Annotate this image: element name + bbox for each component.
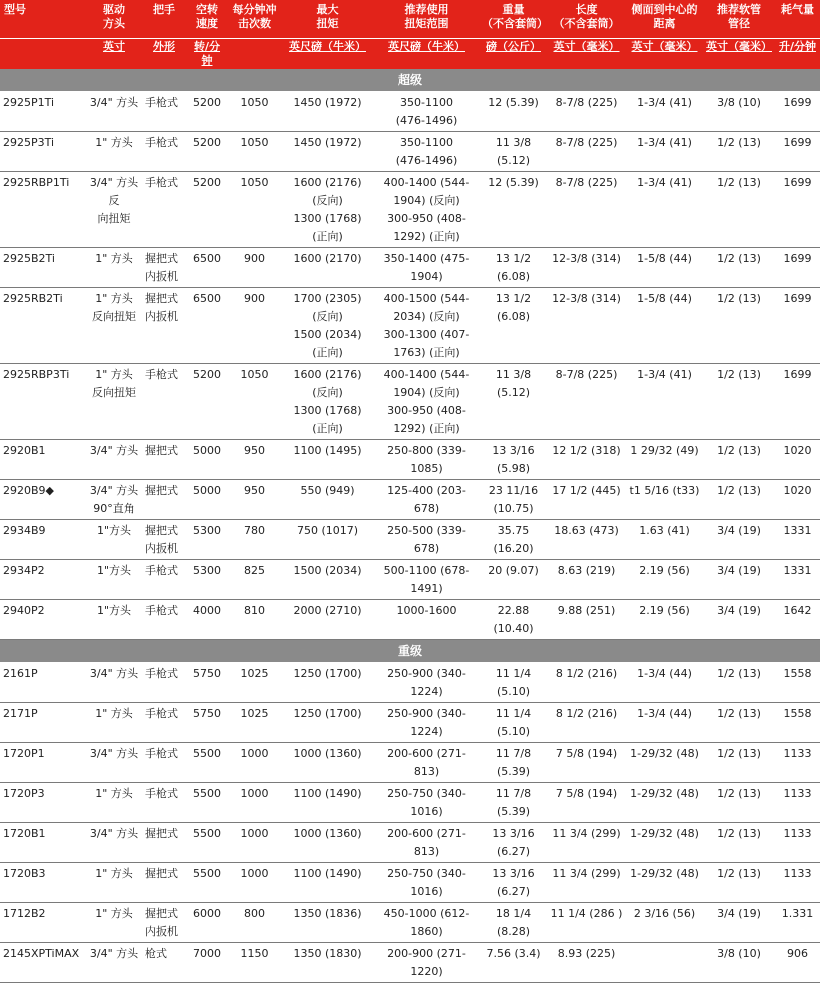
cell-side-to-center: 1-3/4 (41): [626, 92, 703, 132]
header-length: 长度 （不含套筒）: [547, 0, 626, 39]
cell-length: 12-3/8 (314): [547, 288, 626, 364]
cell-weight: 18 1/4 (8.28): [480, 903, 547, 943]
unit-free-speed: 转/分钟: [187, 39, 227, 70]
cell-length: 12 1/2 (318): [547, 440, 626, 480]
cell-length: 8 1/2 (216): [547, 663, 626, 703]
cell-weight: 13 1/2 (6.08): [480, 288, 547, 364]
cell-drive: 1"方头: [87, 520, 141, 560]
section-header: [0, 69, 820, 92]
cell-air-consumption: 1.331: [775, 903, 820, 943]
cell-model: 1720B3: [0, 863, 87, 903]
cell-impacts-per-minute: 1050: [227, 364, 282, 440]
header-impacts-per-minute: 每分钟冲 击次数: [227, 0, 282, 39]
cell-free-speed: 6500: [187, 248, 227, 288]
cell-model: 2925B2Ti: [0, 248, 87, 288]
cell-grip: 手枪式: [141, 703, 187, 743]
cell-grip: 手枪式: [141, 560, 187, 600]
cell-side-to-center: 1-3/4 (44): [626, 703, 703, 743]
cell-hose-size: 1/2 (13): [703, 248, 775, 288]
cell-torque-range: 125-400 (203-678): [373, 480, 480, 520]
table-row: [0, 863, 820, 903]
cell-torque-range: 250-750 (340-1016): [373, 783, 480, 823]
cell-length: 8-7/8 (225): [547, 364, 626, 440]
cell-torque-range: 250-500 (339-678): [373, 520, 480, 560]
cell-length: 11 3/4 (299): [547, 863, 626, 903]
cell-weight: 13 3/16 (6.27): [480, 863, 547, 903]
cell-free-speed: 5200: [187, 364, 227, 440]
cell-model: 1720P3: [0, 783, 87, 823]
cell-model: 2925RBP3Ti: [0, 364, 87, 440]
cell-model: 1720P1: [0, 743, 87, 783]
table-row: [0, 248, 820, 288]
cell-drive: 1" 方头: [87, 863, 141, 903]
cell-air-consumption: 1699: [775, 92, 820, 132]
header-side-to-center: 侧面到中心的 距离: [626, 0, 703, 39]
cell-length: 18.63 (473): [547, 520, 626, 560]
cell-grip: 手枪式: [141, 743, 187, 783]
unit-air-consumption: 升/分钟: [775, 39, 820, 70]
cell-drive: 3/4" 方头 90°直角: [87, 480, 141, 520]
cell-model: 2920B1: [0, 440, 87, 480]
cell-hose-size: 1/2 (13): [703, 172, 775, 248]
cell-impacts-per-minute: 1000: [227, 823, 282, 863]
cell-side-to-center: 2.19 (56): [626, 560, 703, 600]
unit-weight: 磅（公斤）: [480, 39, 547, 70]
cell-length: 7 5/8 (194): [547, 743, 626, 783]
cell-free-speed: 5200: [187, 172, 227, 248]
cell-impacts-per-minute: 1025: [227, 663, 282, 703]
cell-max-torque: 1450 (1972): [282, 132, 373, 172]
cell-hose-size: 1/2 (13): [703, 743, 775, 783]
cell-weight: 11 7/8 (5.39): [480, 783, 547, 823]
cell-grip: 握把式: [141, 440, 187, 480]
cell-side-to-center: 1-5/8 (44): [626, 248, 703, 288]
cell-side-to-center: 1-3/4 (44): [626, 663, 703, 703]
cell-grip: 手枪式: [141, 783, 187, 823]
cell-impacts-per-minute: 1150: [227, 943, 282, 983]
table-row: [0, 600, 820, 640]
cell-air-consumption: 1642: [775, 600, 820, 640]
table-row: [0, 663, 820, 703]
cell-impacts-per-minute: 1050: [227, 132, 282, 172]
cell-free-speed: 5300: [187, 560, 227, 600]
cell-drive: 3/4" 方头: [87, 743, 141, 783]
cell-impacts-per-minute: 825: [227, 560, 282, 600]
cell-impacts-per-minute: 780: [227, 520, 282, 560]
cell-length: 8.63 (219): [547, 560, 626, 600]
cell-model: 2940P2: [0, 600, 87, 640]
cell-max-torque: 550 (949): [282, 480, 373, 520]
cell-impacts-per-minute: 1000: [227, 863, 282, 903]
cell-free-speed: 6500: [187, 288, 227, 364]
cell-length: 8-7/8 (225): [547, 132, 626, 172]
cell-hose-size: 1/2 (13): [703, 783, 775, 823]
cell-side-to-center: 1-5/8 (44): [626, 288, 703, 364]
cell-side-to-center: 1-29/32 (48): [626, 823, 703, 863]
table-row: [0, 480, 820, 520]
cell-drive: 1" 方头: [87, 903, 141, 943]
table-row: [0, 364, 820, 440]
cell-hose-size: 3/4 (19): [703, 600, 775, 640]
cell-air-consumption: 1699: [775, 132, 820, 172]
cell-air-consumption: 1699: [775, 288, 820, 364]
cell-weight: 11 7/8 (5.39): [480, 743, 547, 783]
cell-free-speed: 5750: [187, 663, 227, 703]
unit-length: 英寸（毫米）: [547, 39, 626, 70]
cell-model: 2925RB2Ti: [0, 288, 87, 364]
cell-hose-size: 1/2 (13): [703, 364, 775, 440]
cell-hose-size: 3/4 (19): [703, 520, 775, 560]
cell-hose-size: 3/8 (10): [703, 943, 775, 983]
cell-max-torque: 1250 (1700): [282, 663, 373, 703]
cell-drive: 3/4" 方头: [87, 663, 141, 703]
cell-torque-range: 350-1100 (476-1496): [373, 92, 480, 132]
cell-drive: 3/4" 方头: [87, 943, 141, 983]
cell-length: 7 5/8 (194): [547, 783, 626, 823]
cell-air-consumption: 1699: [775, 364, 820, 440]
header-drive: 驱动 方头: [87, 0, 141, 39]
table-row: [0, 172, 820, 248]
cell-weight: 11 3/8 (5.12): [480, 132, 547, 172]
header-grip: 把手: [141, 0, 187, 39]
unit-torque-range: 英尺磅（牛米）: [373, 39, 480, 70]
cell-max-torque: 1100 (1490): [282, 863, 373, 903]
cell-length: 8.93 (225): [547, 943, 626, 983]
cell-hose-size: 1/2 (13): [703, 863, 775, 903]
section-header: [0, 640, 820, 663]
cell-side-to-center: t1 5/16 (t33): [626, 480, 703, 520]
cell-max-torque: 1600 (2176) (反向) 1300 (1768) (正向): [282, 172, 373, 248]
table-row: [0, 943, 820, 983]
cell-impacts-per-minute: 810: [227, 600, 282, 640]
cell-length: 11 1/4 (286 ): [547, 903, 626, 943]
table-row: [0, 903, 820, 943]
cell-torque-range: 250-750 (340-1016): [373, 863, 480, 903]
cell-model: 2920B9◆: [0, 480, 87, 520]
units-row: [0, 39, 820, 70]
cell-free-speed: 5000: [187, 440, 227, 480]
cell-torque-range: 350-1400 (475- 1904): [373, 248, 480, 288]
cell-impacts-per-minute: 1025: [227, 703, 282, 743]
cell-grip: 握把式 内扳机: [141, 903, 187, 943]
cell-side-to-center: 2.19 (56): [626, 600, 703, 640]
cell-torque-range: 200-600 (271-813): [373, 743, 480, 783]
cell-impacts-per-minute: 1050: [227, 172, 282, 248]
cell-max-torque: 1700 (2305) (反向) 1500 (2034) (正向): [282, 288, 373, 364]
cell-hose-size: 3/4 (19): [703, 903, 775, 943]
cell-drive: 1" 方头: [87, 783, 141, 823]
header-row: [0, 0, 820, 39]
cell-torque-range: 250-800 (339-1085): [373, 440, 480, 480]
header-model: 型号: [0, 0, 87, 39]
cell-air-consumption: 1558: [775, 663, 820, 703]
cell-max-torque: 1350 (1830): [282, 943, 373, 983]
cell-free-speed: 5500: [187, 743, 227, 783]
cell-length: 11 3/4 (299): [547, 823, 626, 863]
cell-side-to-center: 1-3/4 (41): [626, 172, 703, 248]
table-row: [0, 703, 820, 743]
cell-grip: 枪式: [141, 943, 187, 983]
cell-impacts-per-minute: 950: [227, 480, 282, 520]
cell-torque-range: 200-600 (271-813): [373, 823, 480, 863]
cell-free-speed: 5200: [187, 132, 227, 172]
cell-side-to-center: 1-29/32 (48): [626, 783, 703, 823]
cell-air-consumption: 906: [775, 943, 820, 983]
cell-weight: 11 1/4 (5.10): [480, 663, 547, 703]
cell-drive: 1" 方头: [87, 703, 141, 743]
cell-drive: 3/4" 方头: [87, 92, 141, 132]
cell-drive: 3/4" 方头: [87, 440, 141, 480]
cell-drive: 1" 方头 反向扭矩: [87, 288, 141, 364]
cell-max-torque: 1450 (1972): [282, 92, 373, 132]
table-row: [0, 783, 820, 823]
cell-torque-range: 200-900 (271-1220): [373, 943, 480, 983]
cell-drive: 1"方头: [87, 560, 141, 600]
unit-side-to-center: 英寸（毫米）: [626, 39, 703, 70]
cell-hose-size: 3/8 (10): [703, 92, 775, 132]
cell-side-to-center: 1.63 (41): [626, 520, 703, 560]
cell-free-speed: 5500: [187, 783, 227, 823]
cell-max-torque: 1600 (2170): [282, 248, 373, 288]
unit-max-torque: 英尺磅（牛米）: [282, 39, 373, 70]
cell-grip: 手枪式: [141, 132, 187, 172]
cell-air-consumption: 1133: [775, 783, 820, 823]
cell-weight: 13 3/16 (5.98): [480, 440, 547, 480]
cell-grip: 握把式 内扳机: [141, 248, 187, 288]
cell-weight: 23 11/16 (10.75): [480, 480, 547, 520]
table-row: [0, 823, 820, 863]
unit-impacts-per-minute: [227, 39, 282, 70]
cell-air-consumption: 1331: [775, 520, 820, 560]
cell-model: 2925P3Ti: [0, 132, 87, 172]
cell-impacts-per-minute: 1000: [227, 743, 282, 783]
cell-model: 2161P: [0, 663, 87, 703]
cell-max-torque: 1500 (2034): [282, 560, 373, 600]
cell-free-speed: 5500: [187, 863, 227, 903]
header-free-speed: 空转 速度: [187, 0, 227, 39]
cell-impacts-per-minute: 1000: [227, 783, 282, 823]
cell-torque-range: 350-1100 (476-1496): [373, 132, 480, 172]
cell-impacts-per-minute: 900: [227, 288, 282, 364]
unit-hose-size: 英寸（毫米）: [703, 39, 775, 70]
unit-model: [0, 39, 87, 70]
cell-grip: 手枪式: [141, 663, 187, 703]
cell-length: 8 1/2 (216): [547, 703, 626, 743]
cell-torque-range: 450-1000 (612-1860): [373, 903, 480, 943]
unit-grip: 外形: [141, 39, 187, 70]
header-weight: 重量 （不含套筒）: [480, 0, 547, 39]
cell-max-torque: 2000 (2710): [282, 600, 373, 640]
cell-air-consumption: 1133: [775, 863, 820, 903]
section-title: 超级: [0, 69, 820, 92]
cell-drive: 1" 方头 反向扭矩: [87, 364, 141, 440]
section-title: 重级: [0, 640, 820, 663]
cell-weight: 12 (5.39): [480, 92, 547, 132]
cell-length: 12-3/8 (314): [547, 248, 626, 288]
cell-weight: 20 (9.07): [480, 560, 547, 600]
cell-max-torque: 1250 (1700): [282, 703, 373, 743]
cell-drive: 1" 方头: [87, 248, 141, 288]
cell-hose-size: 1/2 (13): [703, 663, 775, 703]
cell-max-torque: 1100 (1495): [282, 440, 373, 480]
cell-torque-range: 1000-1600: [373, 600, 480, 640]
cell-air-consumption: 1699: [775, 172, 820, 248]
table-row: [0, 560, 820, 600]
cell-hose-size: 3/4 (19): [703, 560, 775, 600]
cell-model: 2934B9: [0, 520, 87, 560]
cell-model: 2145XPTiMAX: [0, 943, 87, 983]
cell-model: 1712B2: [0, 903, 87, 943]
cell-hose-size: 1/2 (13): [703, 288, 775, 364]
header-torque-range: 推荐使用 扭矩范围: [373, 0, 480, 39]
cell-free-speed: 5300: [187, 520, 227, 560]
header-air-consumption: 耗气量: [775, 0, 820, 39]
cell-air-consumption: 1699: [775, 248, 820, 288]
table-row: [0, 440, 820, 480]
cell-hose-size: 1/2 (13): [703, 823, 775, 863]
cell-impacts-per-minute: 950: [227, 440, 282, 480]
cell-weight: 13 3/16 (6.27): [480, 823, 547, 863]
cell-max-torque: 1350 (1836): [282, 903, 373, 943]
table-row: [0, 132, 820, 172]
cell-drive: 1" 方头: [87, 132, 141, 172]
cell-impacts-per-minute: 900: [227, 248, 282, 288]
table-body: [0, 69, 820, 983]
cell-torque-range: 400-1400 (544- 1904) (反向) 300-950 (408- 1292) (正向): [373, 172, 480, 248]
cell-model: 2171P: [0, 703, 87, 743]
cell-drive: 3/4" 方头反 向扭矩: [87, 172, 141, 248]
cell-grip: 手枪式: [141, 600, 187, 640]
cell-weight: 7.56 (3.4): [480, 943, 547, 983]
cell-length: 9.88 (251): [547, 600, 626, 640]
cell-side-to-center: 1-3/4 (41): [626, 364, 703, 440]
cell-grip: 握把式 内扳机: [141, 288, 187, 364]
cell-free-speed: 6000: [187, 903, 227, 943]
cell-hose-size: 1/2 (13): [703, 480, 775, 520]
cell-air-consumption: 1331: [775, 560, 820, 600]
cell-hose-size: 1/2 (13): [703, 440, 775, 480]
cell-side-to-center: 1-29/32 (48): [626, 743, 703, 783]
cell-grip: 握把式: [141, 823, 187, 863]
cell-free-speed: 5000: [187, 480, 227, 520]
cell-side-to-center: 1 29/32 (49): [626, 440, 703, 480]
cell-free-speed: 5500: [187, 823, 227, 863]
cell-air-consumption: 1133: [775, 743, 820, 783]
cell-length: 8-7/8 (225): [547, 172, 626, 248]
cell-weight: 22.88 (10.40): [480, 600, 547, 640]
header-hose-size: 推荐软管 管径: [703, 0, 775, 39]
table-row: [0, 288, 820, 364]
cell-length: 8-7/8 (225): [547, 92, 626, 132]
cell-grip: 握把式: [141, 480, 187, 520]
cell-model: 2934P2: [0, 560, 87, 600]
cell-max-torque: 1000 (1360): [282, 743, 373, 783]
cell-length: 17 1/2 (445): [547, 480, 626, 520]
cell-max-torque: 750 (1017): [282, 520, 373, 560]
cell-max-torque: 1000 (1360): [282, 823, 373, 863]
cell-torque-range: 400-1500 (544- 2034) (反向) 300-1300 (407- 1763) (正向): [373, 288, 480, 364]
table-row: [0, 92, 820, 132]
cell-air-consumption: 1133: [775, 823, 820, 863]
table-header: [0, 0, 820, 69]
cell-drive: 3/4" 方头: [87, 823, 141, 863]
header-max-torque: 最大 扭矩: [282, 0, 373, 39]
cell-hose-size: 1/2 (13): [703, 132, 775, 172]
cell-side-to-center: 1-29/32 (48): [626, 863, 703, 903]
cell-side-to-center: 2 3/16 (56): [626, 903, 703, 943]
cell-free-speed: 5200: [187, 92, 227, 132]
cell-weight: 35.75 (16.20): [480, 520, 547, 560]
cell-max-torque: 1600 (2176) (反向) 1300 (1768) (正向): [282, 364, 373, 440]
cell-model: 2925P1Ti: [0, 92, 87, 132]
cell-grip: 手枪式: [141, 172, 187, 248]
cell-torque-range: 250-900 (340-1224): [373, 663, 480, 703]
cell-hose-size: 1/2 (13): [703, 703, 775, 743]
table-row: [0, 520, 820, 560]
cell-model: 1720B1: [0, 823, 87, 863]
cell-free-speed: 4000: [187, 600, 227, 640]
cell-model: 2925RBP1Ti: [0, 172, 87, 248]
cell-weight: 12 (5.39): [480, 172, 547, 248]
cell-side-to-center: 1-3/4 (41): [626, 132, 703, 172]
cell-torque-range: 500-1100 (678-1491): [373, 560, 480, 600]
cell-side-to-center: [626, 943, 703, 983]
cell-impacts-per-minute: 1050: [227, 92, 282, 132]
cell-grip: 握把式 内扳机: [141, 520, 187, 560]
cell-grip: 握把式: [141, 863, 187, 903]
cell-air-consumption: 1558: [775, 703, 820, 743]
cell-grip: 手枪式: [141, 92, 187, 132]
cell-torque-range: 250-900 (340-1224): [373, 703, 480, 743]
cell-impacts-per-minute: 800: [227, 903, 282, 943]
cell-free-speed: 5750: [187, 703, 227, 743]
cell-max-torque: 1100 (1490): [282, 783, 373, 823]
cell-weight: 13 1/2 (6.08): [480, 248, 547, 288]
cell-drive: 1"方头: [87, 600, 141, 640]
cell-weight: 11 1/4 (5.10): [480, 703, 547, 743]
cell-free-speed: 7000: [187, 943, 227, 983]
cell-air-consumption: 1020: [775, 440, 820, 480]
cell-torque-range: 400-1400 (544- 1904) (反向) 300-950 (408- 1292) (正向): [373, 364, 480, 440]
unit-drive: 英寸: [87, 39, 141, 70]
cell-weight: 11 3/8 (5.12): [480, 364, 547, 440]
cell-grip: 手枪式: [141, 364, 187, 440]
cell-air-consumption: 1020: [775, 480, 820, 520]
